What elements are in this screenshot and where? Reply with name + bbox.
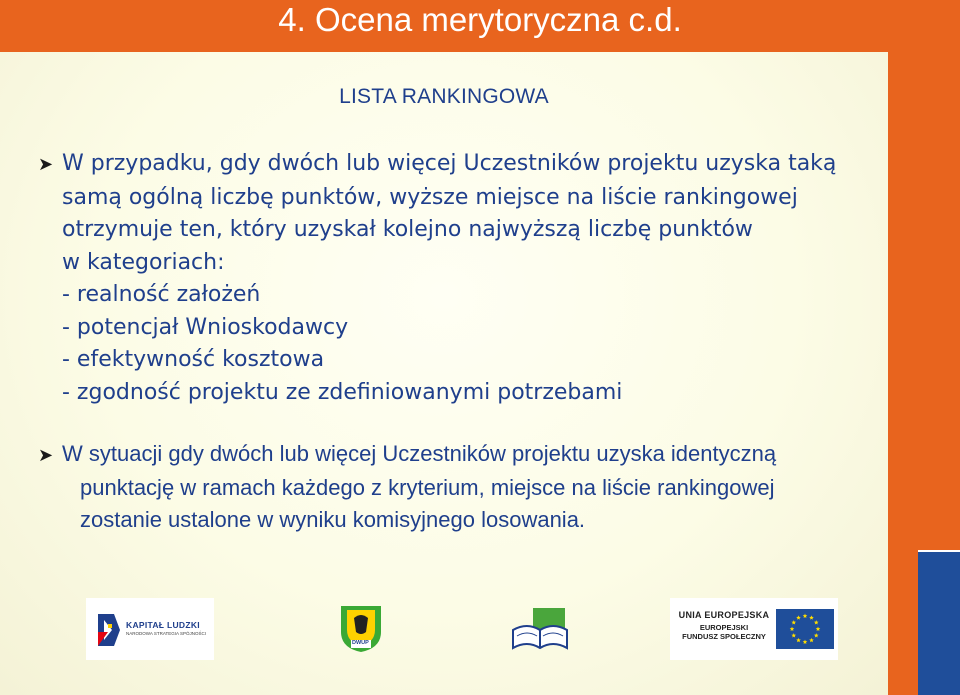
slide-title: 4. Ocena merytoryczna c.d.: [278, 1, 682, 38]
dwup-logo: [339, 604, 383, 654]
kapital-ludzki-logo-icon: [94, 612, 124, 648]
arrow-bullet-icon: ➤: [38, 154, 54, 175]
bullet-equal-points: [38, 148, 868, 409]
bullet-text-line: punktację w ramach każdego z kryterium, miejsce na liście rankingowej: [80, 474, 775, 500]
kapital-ludzki-logo: [86, 598, 214, 660]
dwup-crest-icon: [339, 604, 383, 654]
eu-fund-line1: EUROPEJSKI: [699, 623, 749, 632]
kapital-ludzki-tagline: NARODOWA STRATEGIA SPÓJNOŚCI: [126, 631, 207, 636]
criterion-item: - efektywność kosztowa: [62, 347, 325, 372]
bullet-text-line: w kategoriach:: [62, 249, 225, 275]
corner-strip: [918, 552, 960, 695]
kapital-ludzki-name: KAPITAŁ LUDZKI: [126, 620, 200, 630]
criterion-item: - realność założeń: [62, 282, 261, 307]
open-book-logo: [511, 608, 569, 652]
footer-logos: [0, 598, 888, 668]
criterion-item: - zgodność projektu ze zdefiniowanymi potrzebami: [62, 379, 623, 405]
eu-union-label: UNIA EUROPEJSKA: [678, 610, 770, 620]
bullet-text-line: otrzymuje ten, który uzyskał kolejno najwyższą liczbę punktów: [62, 217, 753, 242]
ranking-list-heading: LISTA RANKINGOWA: [339, 85, 549, 108]
bullet-text-line: samą ogólną liczbę punktów, wyższe miejsce na liście rankingowej: [62, 184, 798, 210]
bullet-text-line: zostanie ustalone w wyniku komisyjnego losowania.: [80, 507, 586, 532]
bullet-identical-points: [38, 438, 878, 537]
open-book-icon: [511, 608, 569, 652]
bullet-text-line: W sytuacji gdy dwóch lub więcej Uczestników projektu uzyska identyczną: [62, 441, 777, 466]
eu-logo: [670, 598, 838, 660]
eu-flag-icon: [776, 609, 834, 649]
bullet-text-line: W przypadku, gdy dwóch lub więcej Uczestników projektu uzyska taką: [62, 151, 837, 176]
dwup-label: DWUP: [352, 640, 369, 646]
arrow-bullet-icon: ➤: [38, 445, 54, 465]
eu-fund-line2: FUNDUSZ SPOŁECZNY: [682, 632, 766, 641]
criterion-item: - potencjał Wnioskodawcy: [62, 314, 349, 340]
